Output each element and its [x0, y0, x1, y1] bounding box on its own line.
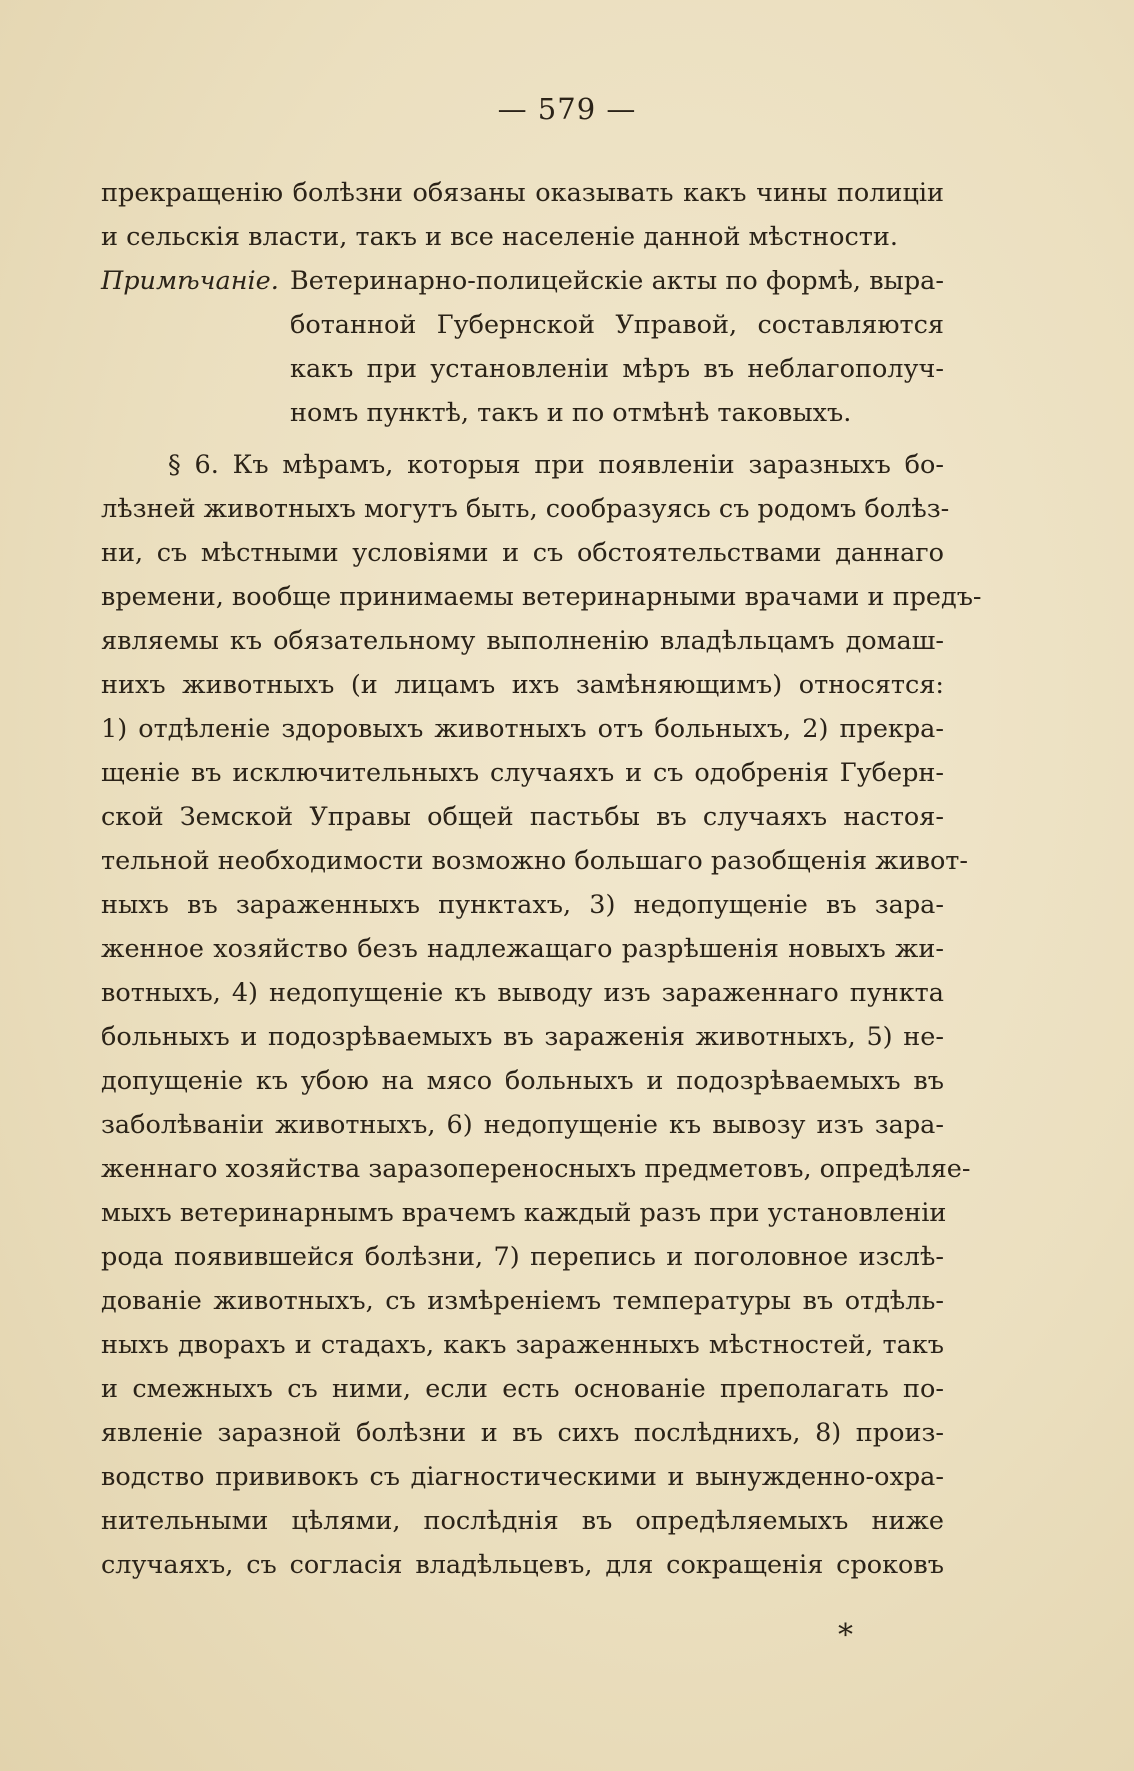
text-line: и смежныхъ съ ними, если есть основаніе преполагать по- — [101, 1374, 944, 1404]
text-line: тельной необходимости возможно большаго разобщенія живот- — [101, 846, 969, 876]
text-line: времени, вообще принимаемы ветеринарными врачами и предъ- — [101, 582, 982, 612]
text-line: вотныхъ, 4) недопущеніе къ выводу изъ зараженнаго пункта — [101, 978, 944, 1008]
text-line: ныхъ дворахъ и стадахъ, какъ зараженныхъ мѣстностей, такъ — [101, 1330, 944, 1360]
text-line: женнаго хозяйства заразопереносныхъ предметовъ, опредѣляе- — [101, 1154, 971, 1184]
text-line: щеніе въ исключительныхъ случаяхъ и съ одобренія Губерн- — [101, 758, 944, 788]
note-line: номъ пунктѣ, такъ и по отмѣнѣ таковыхъ. — [290, 398, 852, 428]
page-number: — 579 — — [497, 92, 637, 126]
text-line: ни, съ мѣстными условіями и съ обстоятельствами даннаго — [101, 538, 944, 568]
text-line: и сельскія власти, такъ и все населеніе данной мѣстности. — [101, 222, 898, 252]
text-line: нихъ животныхъ (и лицамъ ихъ замѣняющимъ) относятся: — [101, 670, 944, 700]
text-line: случаяхъ, съ согласія владѣльцевъ, для сокращенія сроковъ — [101, 1550, 944, 1580]
text-line: рода появившейся болѣзни, 7) перепись и поголовное изслѣ- — [101, 1242, 944, 1272]
text-line: ской Земской Управы общей пастьбы въ случаяхъ настоя- — [101, 802, 944, 832]
text-line: 1) отдѣленіе здоровыхъ животныхъ отъ больныхъ, 2) прекра- — [101, 714, 944, 744]
section-heading-line: § 6. Къ мѣрамъ, которыя при появленіи заразныхъ бо- — [168, 450, 944, 480]
note-line: какъ при установленіи мѣръ въ неблагополуч- — [290, 354, 944, 384]
text-line: лѣзней животныхъ могутъ быть, сообразуясь съ родомъ болѣз- — [101, 494, 950, 524]
note-line: Ветеринарно-полицейскіе акты по формѣ, выра- — [290, 266, 944, 296]
text-line: заболѣваніи животныхъ, 6) недопущеніе къ вывозу изъ зара- — [101, 1110, 944, 1140]
text-line: ныхъ въ зараженныхъ пунктахъ, 3) недопущеніе въ зара- — [101, 890, 944, 920]
signature-mark: * — [838, 1618, 853, 1653]
note-line: ботанной Губернской Управой, составляются — [290, 310, 944, 340]
text-line: мыхъ ветеринарнымъ врачемъ каждый разъ при установленіи — [101, 1198, 947, 1228]
text-line: прекращенію болѣзни обязаны оказывать какъ чины полиціи — [101, 178, 944, 208]
text-line: явленіе заразной болѣзни и въ сихъ послѣднихъ, 8) произ- — [101, 1418, 944, 1448]
text-line: женное хозяйство безъ надлежащаго разрѣшенія новыхъ жи- — [101, 934, 944, 964]
text-line: больныхъ и подозрѣваемыхъ въ зараженія животныхъ, 5) не- — [101, 1022, 944, 1052]
note-label: Примѣчаніе. — [101, 266, 279, 296]
text-line: дованіе животныхъ, съ измѣреніемъ температуры въ отдѣль- — [101, 1286, 944, 1316]
text-line: допущеніе къ убою на мясо больныхъ и подозрѣваемыхъ въ — [101, 1066, 944, 1096]
text-line: водство прививокъ съ діагностическими и вынужденно-охра- — [101, 1462, 944, 1492]
text-line: нительными цѣлями, послѣднія въ опредѣляемыхъ ниже — [101, 1506, 944, 1536]
text-line: являемы къ обязательному выполненію владѣльцамъ домаш- — [101, 626, 944, 656]
